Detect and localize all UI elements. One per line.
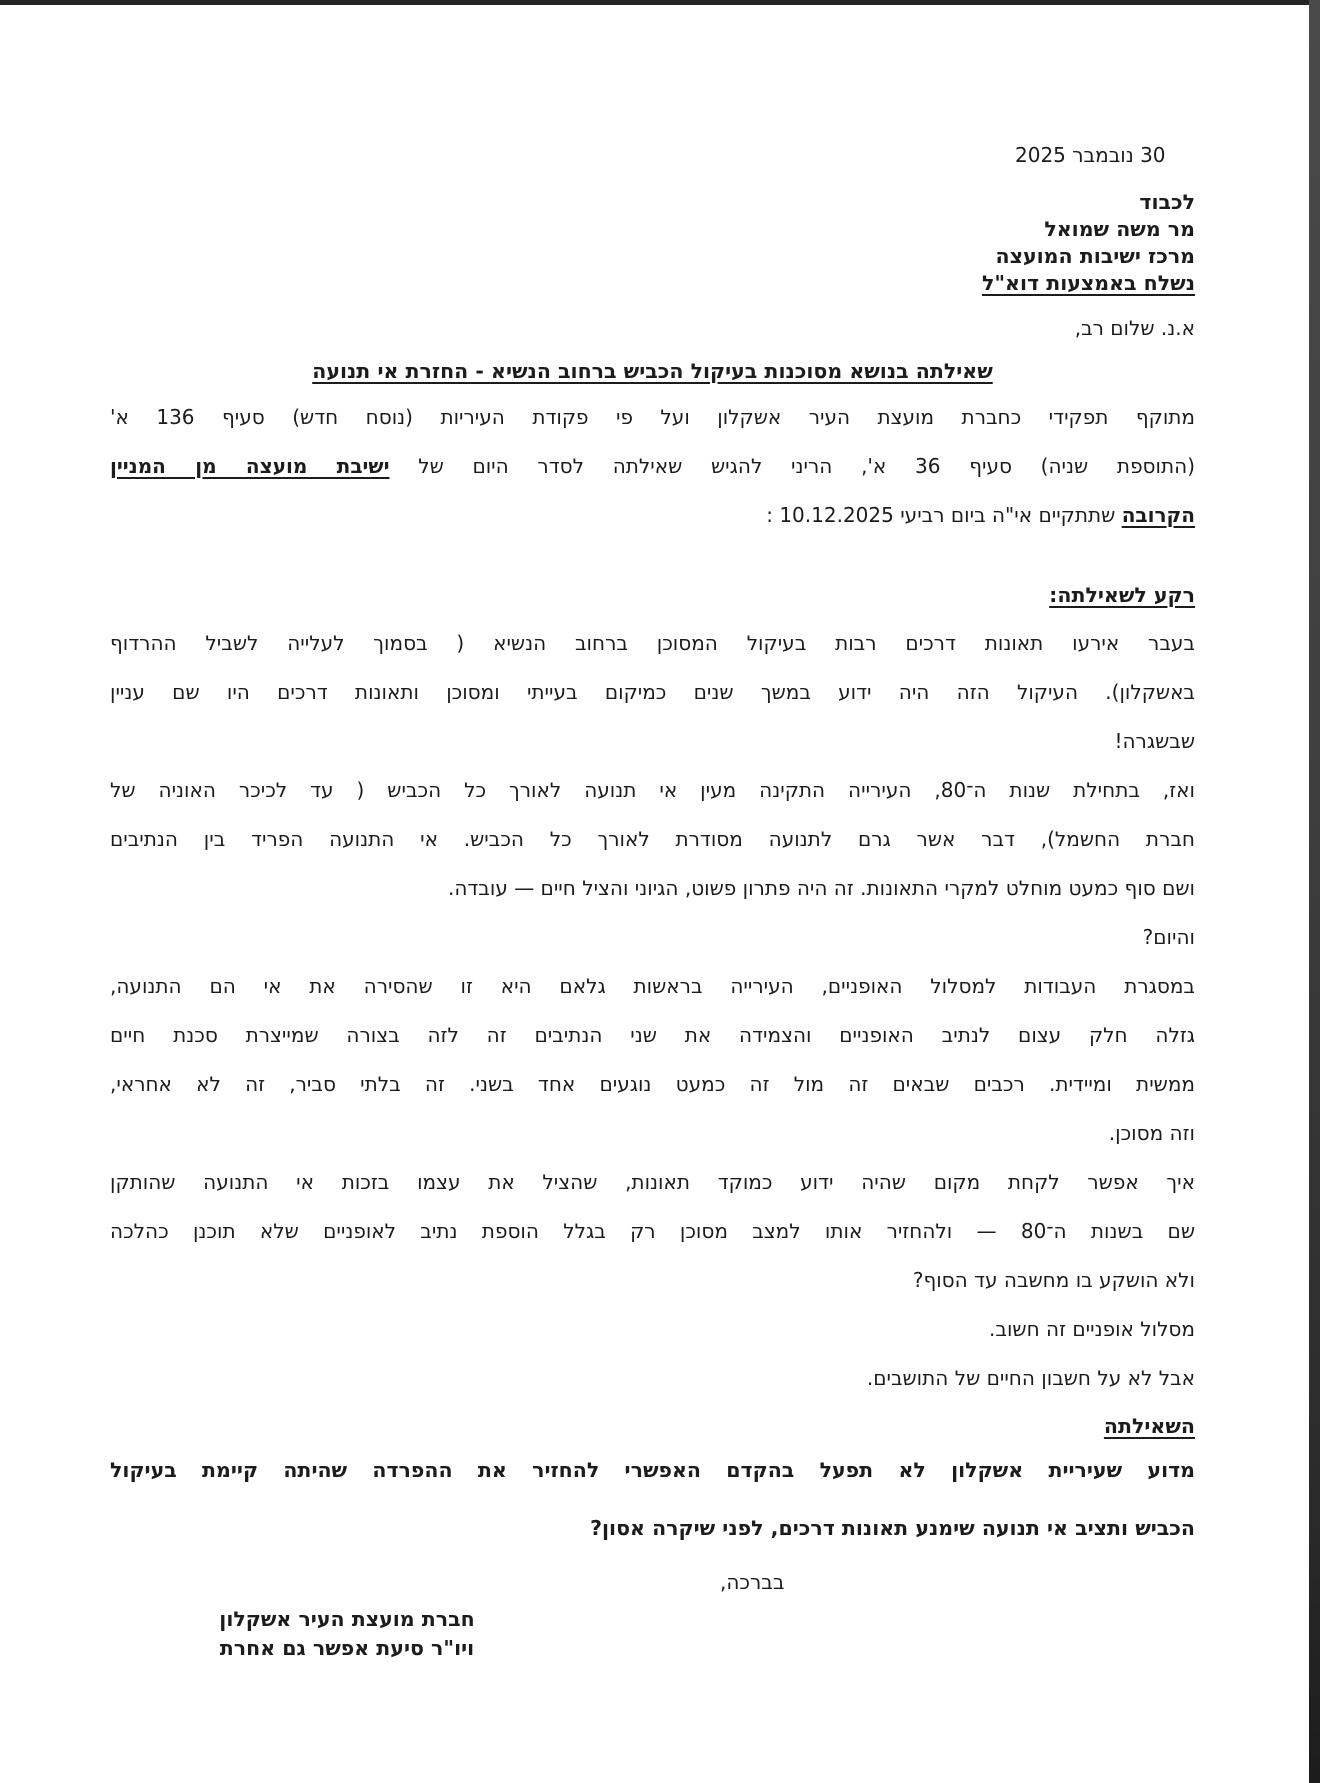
signature-role-1: חברת מועצת העיר אשקלון <box>219 1607 475 1631</box>
recipient-block <box>110 189 1195 297</box>
background-heading: רקע לשאילתה: <box>1049 583 1195 607</box>
question-paragraph: מדוע שעיריית אשקלון לא תפעל בהקדם האפשרי להחזיר את ההפרדה שהיתה קיימת בעיקול הכביש ותציב אי תנועה שימנע תאונות דרכים, לפני שיקרה אסון? <box>110 1458 1195 1540</box>
delivery-method: נשלח באמצעות דוא"ל <box>981 271 1195 295</box>
letter-date: 30 נובמבר 2025 <box>1015 143 1166 167</box>
background-paragraph-3: במסגרת העבודות למסלול האופניים, העירייה בראשות גלאם היא זו שהסירה את אי הם התנועה, גזלה חלק עצום לנתיב האופניים והצמידה את שני הנתיבים זה לזה בצורה שמייצרת סכנת חיים ממשית ומיידית. רכבים שבאים זה מול זה כמעט נוגעים אחד בשני. זה בלתי סביר, זה לא אחראי, וזה מסוכן. <box>110 974 1195 1145</box>
recipient-honorific: לכבוד <box>1139 190 1195 214</box>
recipient-department: מרכז ישיבות המועצה <box>995 244 1195 268</box>
intro-line-1: מתוקף תפקידי כחברת מועצת העיר אשקלון ועל פי פקודת העיריות (נוסח חדש) סעיף 136 א' <box>110 405 1195 429</box>
signature-block <box>182 1605 512 1663</box>
question-heading: השאילתה <box>1103 1414 1195 1438</box>
emphasized-phrase: ישיבת מועצה מן המניין <box>110 454 390 478</box>
closing-salutation: בברכה, <box>720 1570 785 1594</box>
intro-line-3: הקרובה שתתקיים אי"ה ביום רביעי 10.12.2025 : <box>766 503 1195 527</box>
salutation: א.נ. שלום רב, <box>1074 316 1195 340</box>
rhetorical-question-today: והיום? <box>1142 925 1195 949</box>
intro-line-2: (התוספת שניה) סעיף 36 א', הריני להגיש שאילתה לסדר היום של ישיבת מועצה מן המניין <box>110 454 1195 478</box>
signature-role-2: ויו"ר סיעת אפשר גם אחרת <box>219 1636 475 1660</box>
recipient-name: מר משה שמואל <box>1044 217 1195 241</box>
letter-subject-title: שאילתה בנושא מסוכנות בעיקול הכביש ברחוב הנשיא - החזרת אי תנועה <box>312 359 993 383</box>
background-paragraph-4: איך אפשר לקחת מקום שהיה ידוע כמוקד תאונות, שהציל את עצמו בזכות אי התנועה שהותקן שם בשנות ה־80 — ולהחזיר אותו למצב מסוכן רק בגלל הוספת נתיב לאופניים שלא תוכנן כהלכה ולא הושקע בו מחשבה עד הסוף? <box>110 1170 1195 1292</box>
background-paragraph-1: בעבר אירעו תאונות דרכים רבות בעיקול המסוכן ברחוב הנשיא ( בסמוך לעלייה לשביל ההרדוף באשקלון). העיקול הזה היה ידוע במשך שנים כמיקום בעייתי ומסוכן ותאונות דרכים היו שם עניין שבשגרה! <box>110 631 1195 753</box>
bike-path-note: מסלול אופניים זה חשוב. <box>989 1317 1195 1341</box>
emphasized-phrase: הקרובה <box>1121 503 1195 527</box>
intro-paragraph <box>110 393 1195 540</box>
residents-note: אבל לא על חשבון החיים של התושבים. <box>866 1366 1195 1390</box>
background-paragraph-2: ואז, בתחילת שנות ה־80, העירייה התקינה מעין אי תנועה לאורך כל הכביש ( עד לכיכר האוניה של חברת החשמל), דבר אשר גרם לתנועה מסודרת לאורך כל הכביש. אי התנועה הפריד בין הנתיבים ושם סוף כמעט מוחלט למקרי התאונות. זה היה פתרון פשוט, הגיוני והציל חיים — עובדה. <box>110 778 1195 900</box>
